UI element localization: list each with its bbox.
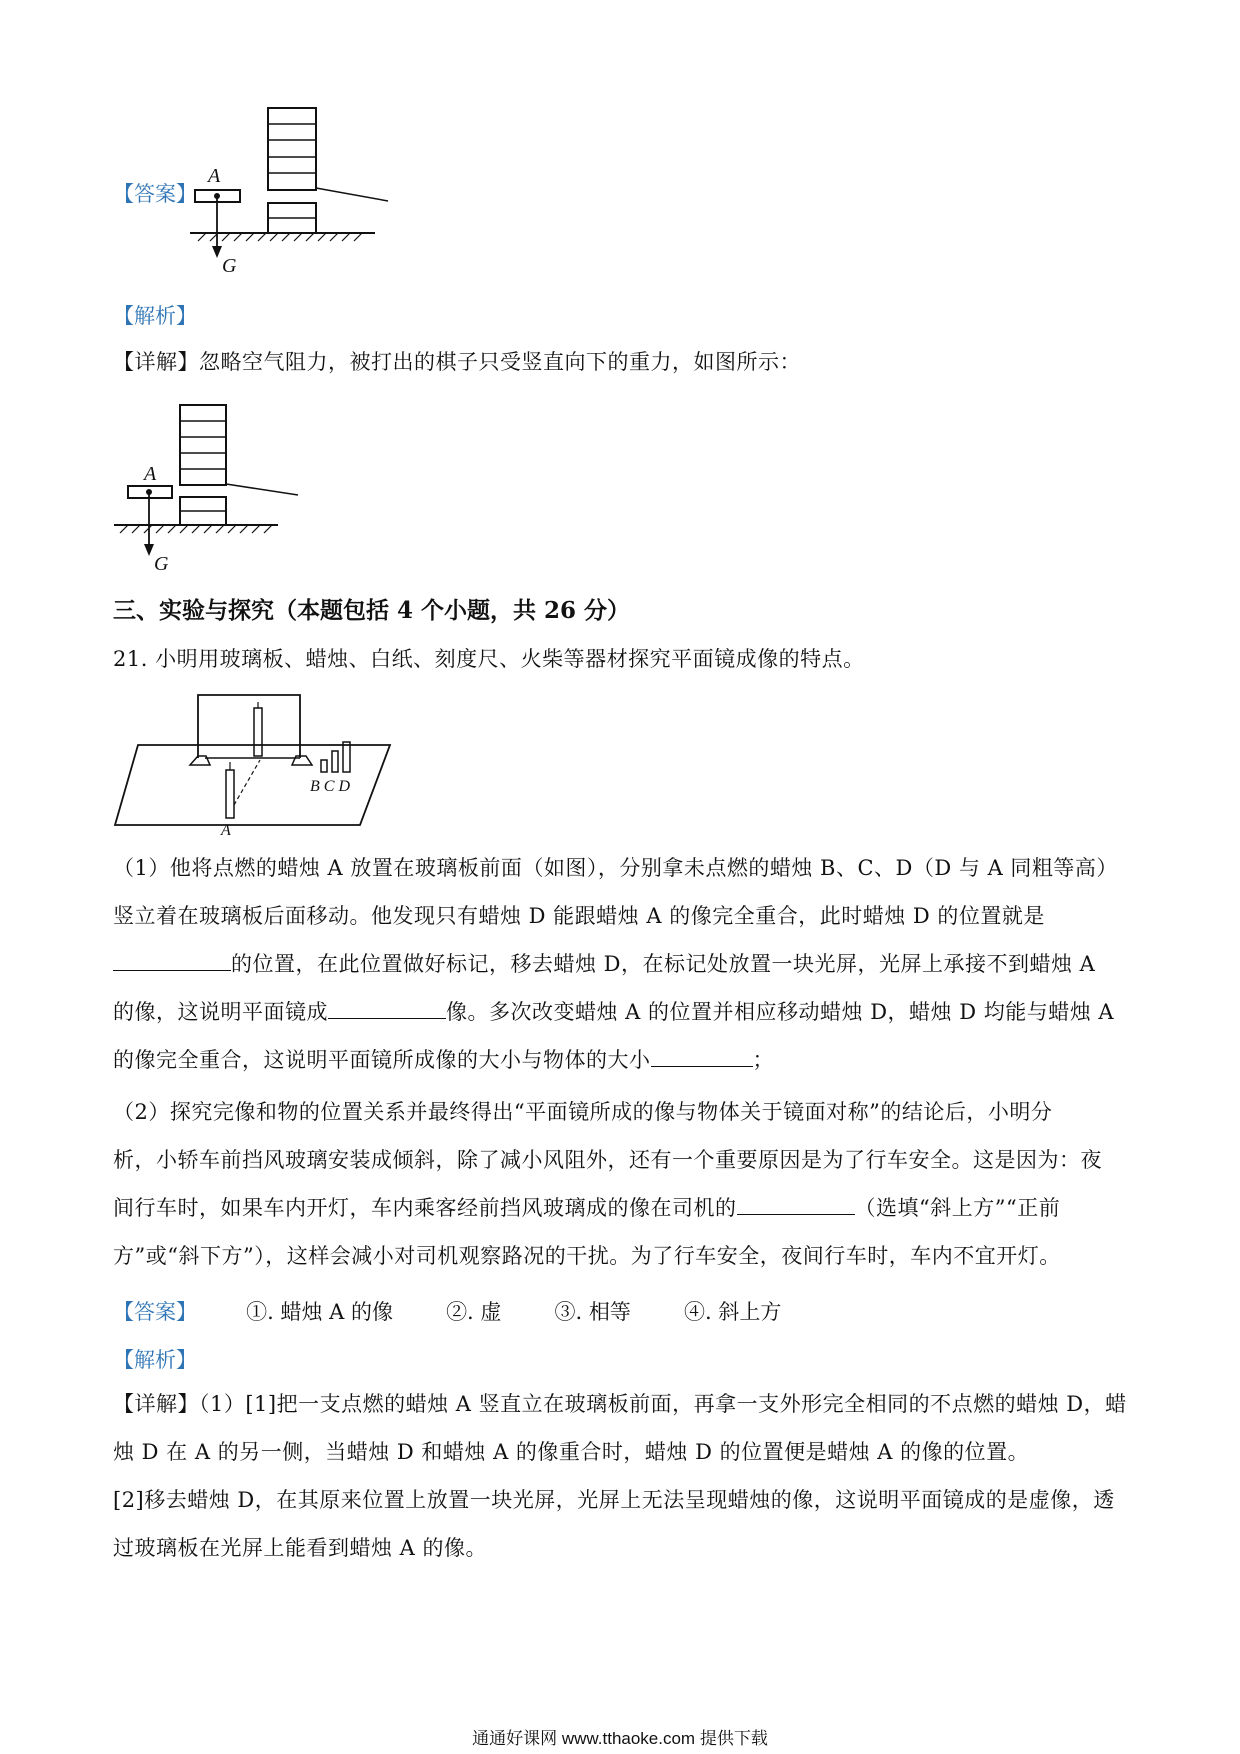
answer-blank-3[interactable] <box>651 1042 753 1067</box>
detail-text: 忽略空气阻力，被打出的棋子只受竖直向下的重力，如图所示： <box>199 350 801 374</box>
label-bcd: B C D <box>310 778 350 795</box>
q21-stem: 21. 小明用玻璃板、蜡烛、白纸、刻度尺、火柴等器材探究平面镜成像的特点。 <box>113 647 865 671</box>
label-a: A <box>208 165 221 187</box>
q21-p2-line1: （2）探究完像和物的位置关系并最终得出“平面镜所成的像与物体关于镜面对称”的结论后，小明分 <box>113 1100 1053 1124</box>
answer-blank-1[interactable] <box>113 946 231 971</box>
analysis-label: 【解析】 <box>113 304 197 328</box>
label-a-candle: A <box>221 822 231 839</box>
chess-force-diagram-answer <box>190 100 400 280</box>
footer-text: 通通好课网 www.tthaoke.com 提供下载 <box>472 1729 768 1748</box>
q21-p1-line4a: 的像，这说明平面镜成 <box>113 1000 328 1024</box>
detail-label: 【详解】 <box>113 350 199 374</box>
q21-detail <box>113 1380 1133 1572</box>
detail-label-a: A <box>144 463 157 485</box>
q21-p1-line5a: 的像完全重合，这说明平面镜所成像的大小与物体的大小 <box>113 1048 651 1072</box>
answer-blank-2[interactable] <box>328 994 446 1019</box>
label-g: G <box>222 255 237 277</box>
q21-p2-line3a: 间行车时，如果车内开灯，车内乘客经前挡风玻璃成的像在司机的 <box>113 1196 737 1220</box>
answer-blank-4[interactable] <box>737 1190 855 1215</box>
q21-detail-label: 【详解】 <box>113 1392 199 1416</box>
detail-line <box>113 338 801 386</box>
q21-detail-line3: [2]移去蜡烛 D，在其原来位置上放置一块光屏，光屏上无法呈现蜡烛的像，这说明平面镜成的是虚像，透 <box>113 1488 1115 1512</box>
q21-part2 <box>113 1088 1133 1280</box>
q21-answer-label: 【答案】 <box>113 1300 197 1324</box>
q21-answer-4: ④. 斜上方 <box>683 1300 782 1324</box>
q21-part1 <box>113 844 1133 1084</box>
q21-answer-1: ①. 蜡烛 A 的像 <box>246 1300 393 1324</box>
q21-p1-line3: 的位置，在此位置做好标记，移去蜡烛 D，在标记处放置一块光屏，光屏上承接不到蜡烛 A <box>231 952 1096 976</box>
section-title: 三、实验与探究（本题包括 4 个小题，共 26 分） <box>113 597 631 624</box>
chess-force-diagram-detail <box>110 400 310 575</box>
q21-analysis-label: 【解析】 <box>113 1348 197 1372</box>
answer-label: 【答案】 <box>113 182 197 206</box>
q21-p1-line4b: 像。多次改变蜡烛 A 的位置并相应移动蜡烛 D，蜡烛 D 均能与蜡烛 A <box>446 1000 1115 1024</box>
mirror-experiment-diagram <box>110 690 400 839</box>
q21-p1-line2: 竖立着在玻璃板后面移动。他发现只有蜡烛 D 能跟蜡烛 A 的像完全重合，此时蜡烛 D 的位置就是 <box>113 904 1045 928</box>
q21-answer-3: ③. 相等 <box>554 1300 631 1324</box>
q21-p2-line4: 方”或“斜下方”），这样会减小对司机观察路况的干扰。为了行车安全，夜间行车时，车内不宜开灯。 <box>113 1244 1061 1268</box>
q21-p1-line1: （1）他将点燃的蜡烛 A 放置在玻璃板前面（如图），分别拿未点燃的蜡烛 B、C、D（D 与 A 同粗等高） <box>113 856 1118 880</box>
q21-answer-2: ②. 虚 <box>446 1300 502 1324</box>
q21-answer-row <box>113 1296 781 1326</box>
q21-detail-line1: （1）[1]把一支点燃的蜡烛 A 竖直立在玻璃板前面，再拿一支外形完全相同的不点燃的蜡烛 D，蜡 <box>199 1392 1127 1416</box>
q21-detail-line2: 烛 D 在 A 的另一侧，当蜡烛 D 和蜡烛 A 的像重合时，蜡烛 D 的位置便是蜡烛 A 的像的位置。 <box>113 1440 1030 1464</box>
q21-detail-line4: 过玻璃板在光屏上能看到蜡烛 A 的像。 <box>113 1536 488 1560</box>
q21-p1-line5b: ； <box>752 1048 774 1072</box>
detail-label-g: G <box>154 553 169 575</box>
q21-p2-line3b: （选填“斜上方”“正前 <box>854 1196 1061 1220</box>
q21-p2-line2: 析，小轿车前挡风玻璃安装成倾斜，除了减小风阻外，还有一个重要原因是为了行车安全。这是因为：夜 <box>113 1148 1102 1172</box>
